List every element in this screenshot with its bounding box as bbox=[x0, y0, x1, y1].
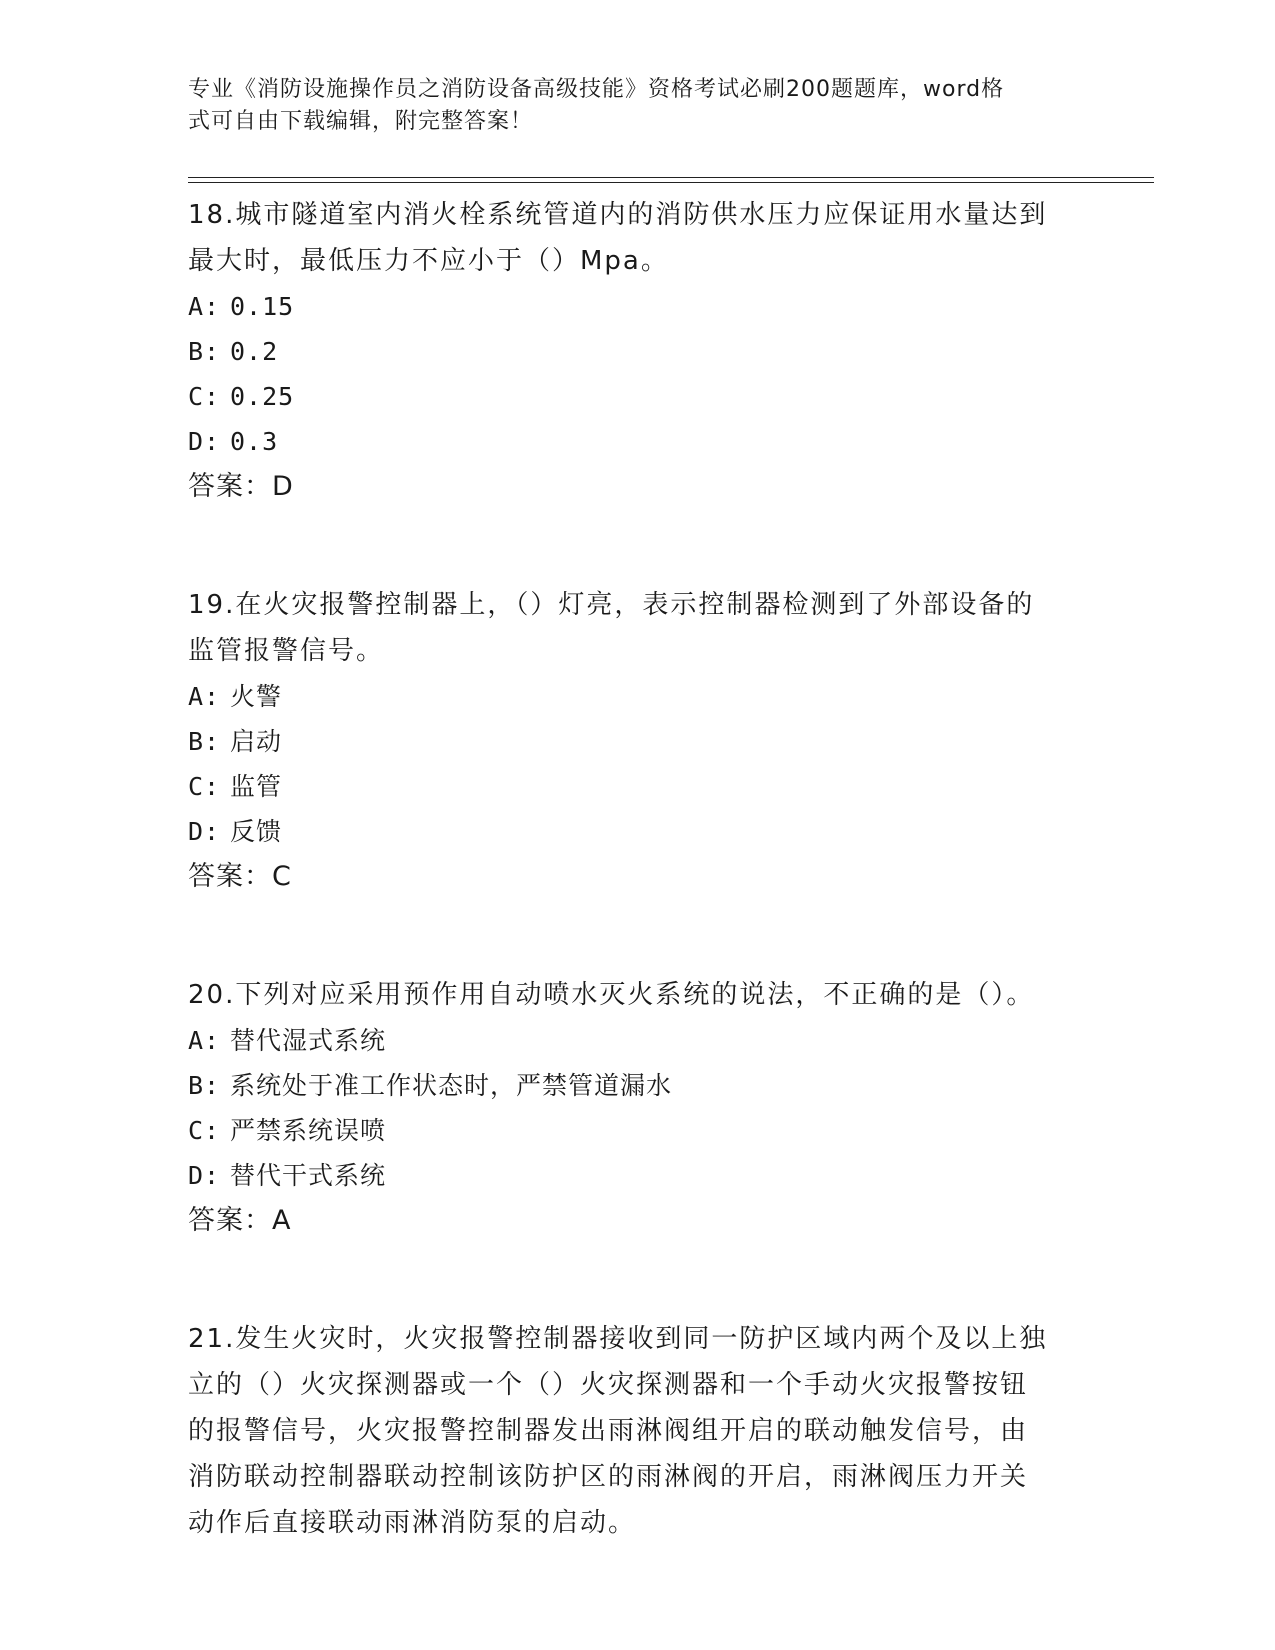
question-text: 18.城市隧道室内消火栓系统管道内的消防供水压力应保证用水量达到 bbox=[188, 200, 1048, 230]
option-c bbox=[188, 1108, 1088, 1153]
answer: 答案：D bbox=[188, 471, 294, 502]
question-text: 动作后直接联动雨淋消防泵的启动。 bbox=[188, 1508, 637, 1538]
option-b bbox=[188, 719, 1088, 764]
question-19 bbox=[188, 582, 1088, 900]
question-text: 最大时，最低压力不应小于（）Mpa。 bbox=[188, 246, 669, 276]
option-text: 严禁系统误喷 bbox=[230, 1116, 387, 1145]
option-letter: C: bbox=[188, 772, 221, 801]
option-d bbox=[188, 419, 1088, 464]
option-letter: B: bbox=[188, 337, 221, 366]
option-text: 反馈 bbox=[230, 817, 283, 846]
option-letter: A: bbox=[188, 1026, 221, 1055]
option-c bbox=[188, 764, 1088, 809]
option-text: 替代湿式系统 bbox=[230, 1026, 387, 1055]
option-letter: A: bbox=[188, 292, 221, 321]
option-b bbox=[188, 1063, 1088, 1108]
option-letter: D: bbox=[188, 817, 221, 846]
option-letter: C: bbox=[188, 382, 221, 411]
question-21 bbox=[188, 1316, 1088, 1546]
document-header bbox=[188, 74, 1068, 138]
header-line-1: 专业《消防设施操作员之消防设备高级技能》资格考试必刷200题题库，word格 bbox=[188, 77, 1005, 102]
option-b bbox=[188, 329, 1088, 374]
option-text: 0.15 bbox=[230, 292, 295, 321]
option-text: 0.3 bbox=[230, 427, 279, 456]
option-text: 替代干式系统 bbox=[230, 1161, 387, 1190]
option-text: 系统处于准工作状态时，严禁管道漏水 bbox=[230, 1071, 673, 1100]
question-text: 21.发生火灾时，火灾报警控制器接收到同一防护区域内两个及以上独 bbox=[188, 1324, 1048, 1354]
header-divider-top bbox=[188, 177, 1154, 178]
question-list bbox=[188, 192, 1088, 1546]
option-a bbox=[188, 1018, 1088, 1063]
option-a bbox=[188, 284, 1088, 329]
spacer bbox=[188, 1244, 1088, 1316]
option-c bbox=[188, 374, 1088, 419]
option-letter: A: bbox=[188, 682, 221, 711]
option-letter: B: bbox=[188, 727, 221, 756]
question-text: 的报警信号，火灾报警控制器发出雨淋阀组开启的联动触发信号，由 bbox=[188, 1416, 1029, 1446]
answer: 答案：A bbox=[188, 1205, 292, 1236]
question-18 bbox=[188, 192, 1088, 510]
option-letter: D: bbox=[188, 1161, 221, 1190]
spacer bbox=[188, 900, 1088, 972]
question-text: 20.下列对应采用预作用自动喷水灭火系统的说法，不正确的是（）。 bbox=[188, 980, 1035, 1010]
answer: 答案：C bbox=[188, 861, 292, 892]
option-text: 启动 bbox=[230, 727, 283, 756]
option-d bbox=[188, 809, 1088, 854]
question-text: 立的（）火灾探测器或一个（）火灾探测器和一个手动火灾报警按钮 bbox=[188, 1370, 1029, 1400]
header-line-2: 式可自由下载编辑，附完整答案！ bbox=[188, 109, 534, 134]
option-letter: C: bbox=[188, 1116, 221, 1145]
question-20 bbox=[188, 972, 1088, 1244]
option-d bbox=[188, 1153, 1088, 1198]
question-text: 消防联动控制器联动控制该防护区的雨淋阀的开启，雨淋阀压力开关 bbox=[188, 1462, 1029, 1492]
question-text: 19.在火灾报警控制器上，（）灯亮，表示控制器检测到了外部设备的 bbox=[188, 590, 1035, 620]
option-text: 监管 bbox=[230, 772, 283, 801]
question-text: 监管报警信号。 bbox=[188, 636, 385, 666]
option-text: 火警 bbox=[230, 682, 283, 711]
spacer bbox=[188, 510, 1088, 582]
option-a bbox=[188, 674, 1088, 719]
option-letter: B: bbox=[188, 1071, 221, 1100]
option-text: 0.25 bbox=[230, 382, 295, 411]
header-divider-bottom bbox=[188, 182, 1154, 183]
option-letter: D: bbox=[188, 427, 221, 456]
option-text: 0.2 bbox=[230, 337, 279, 366]
